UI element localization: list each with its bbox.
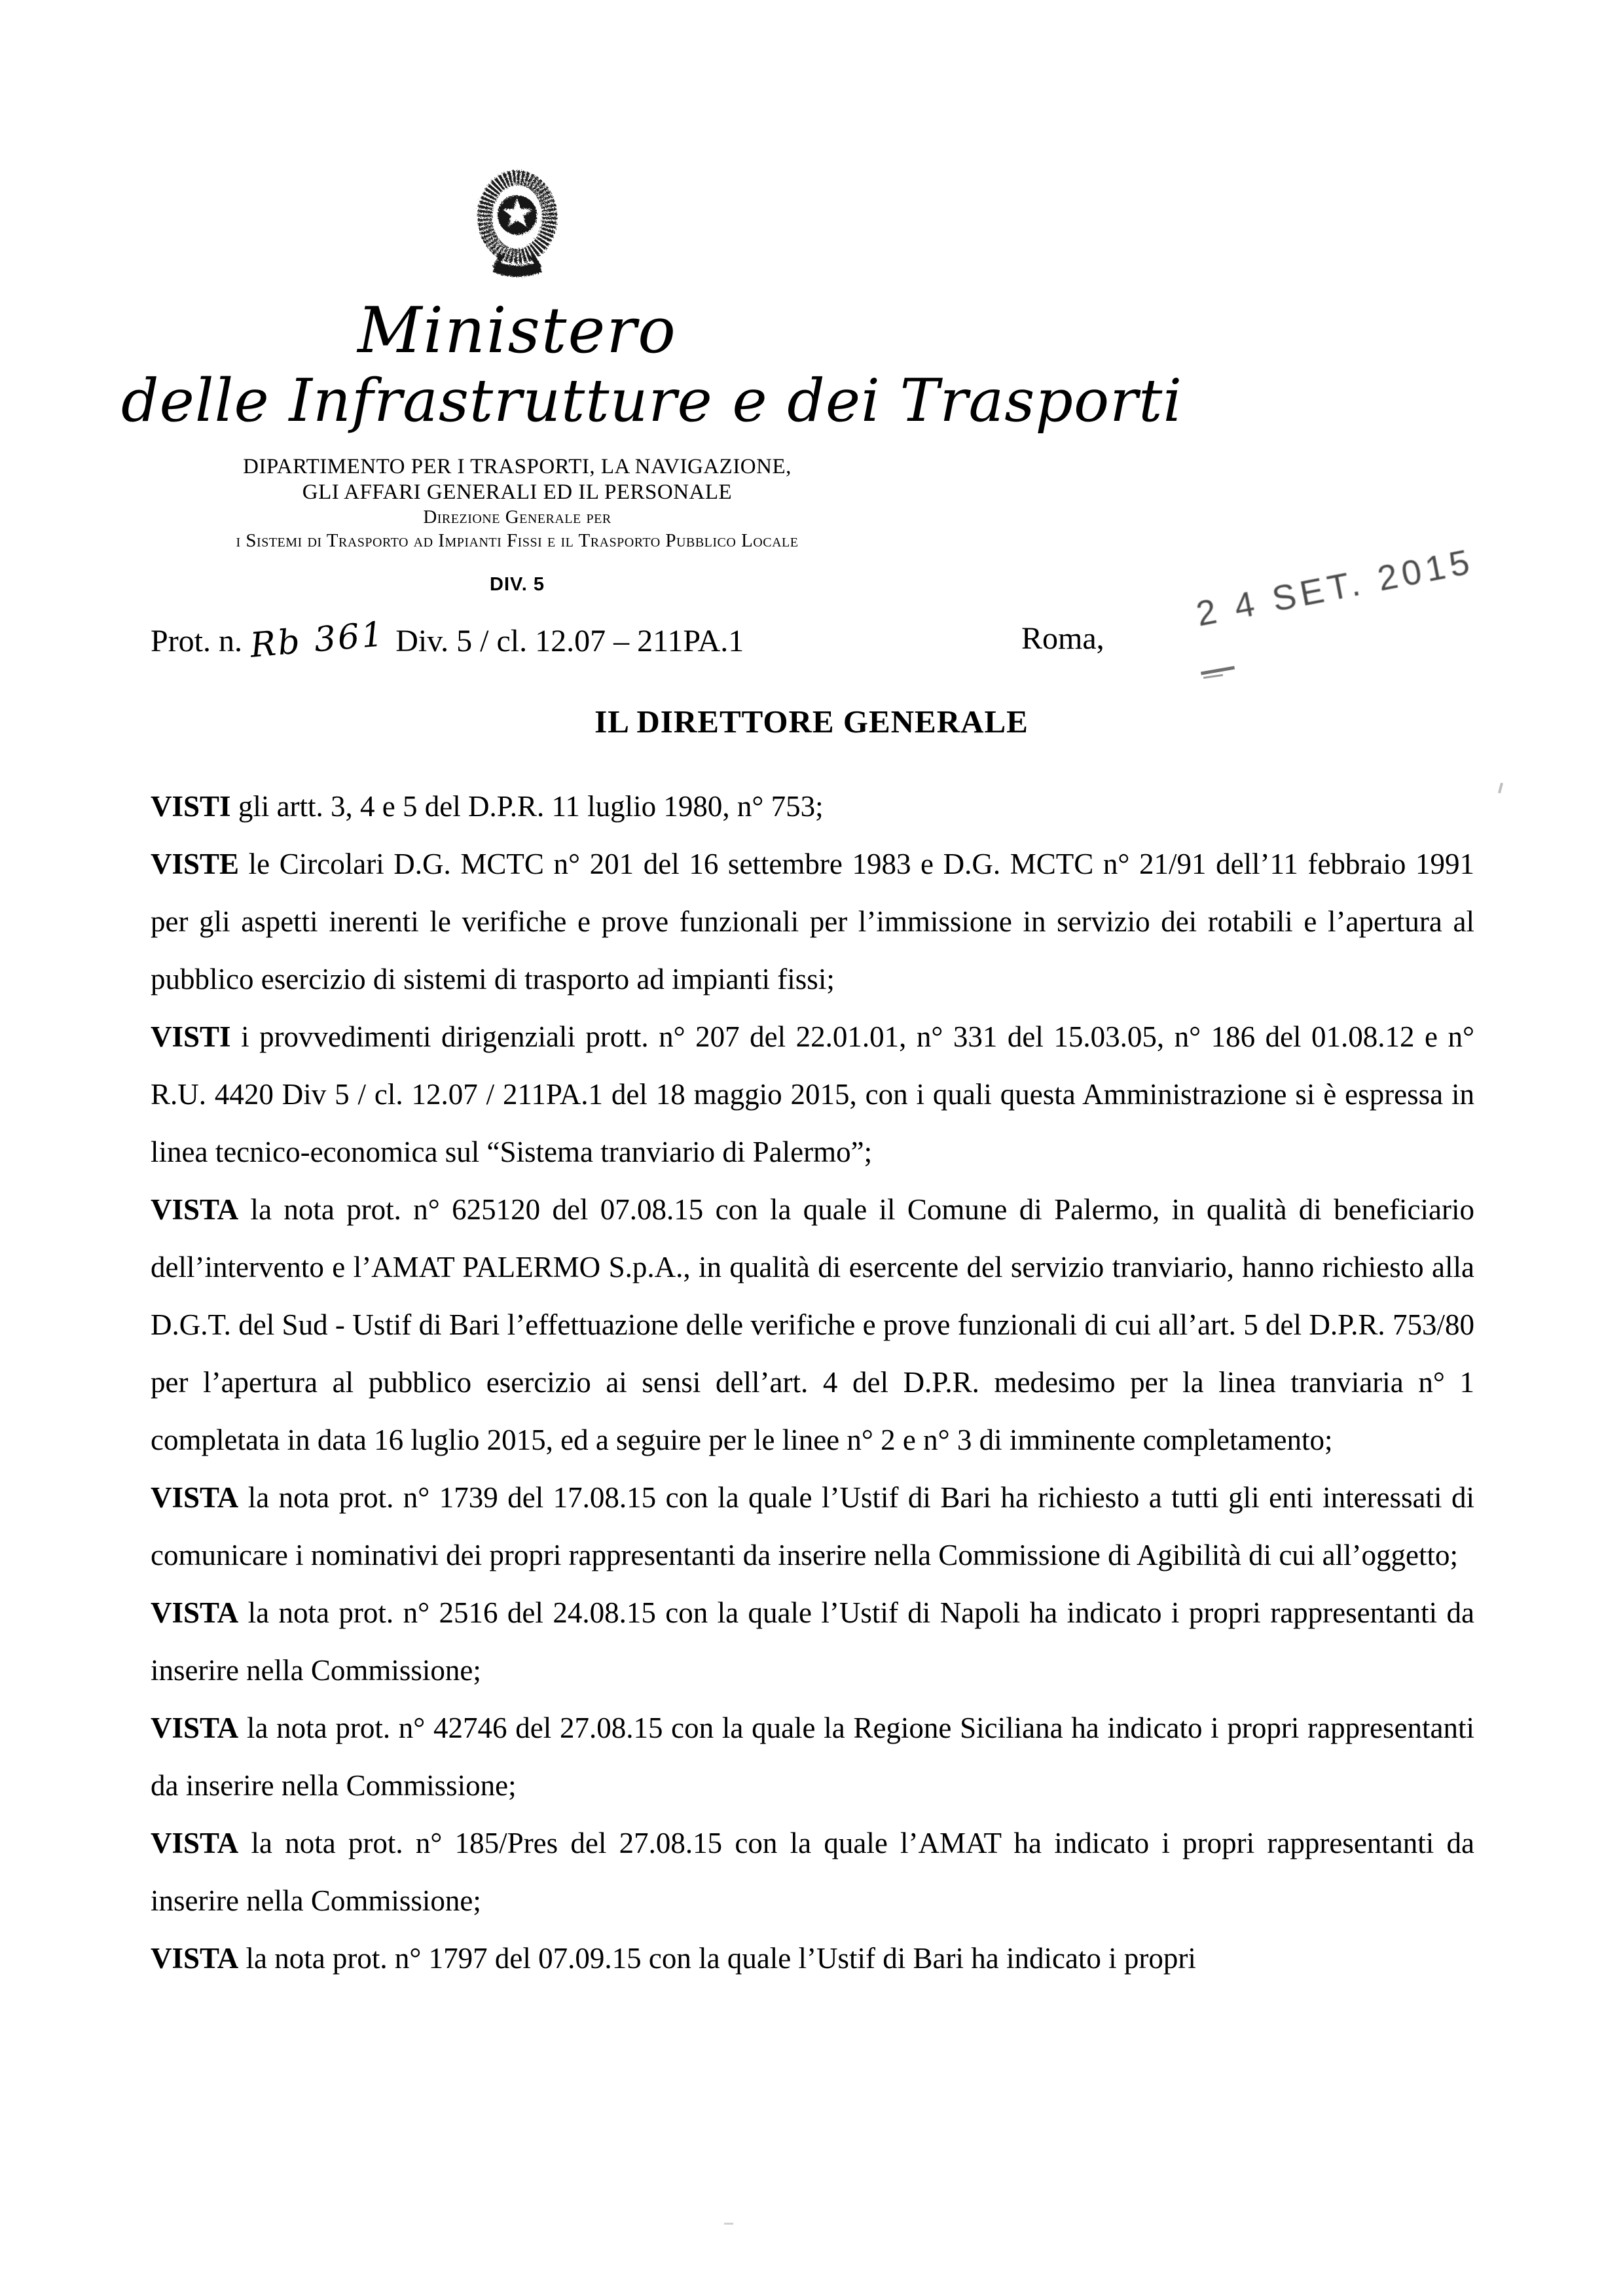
recital-text: gli artt. 3, 4 e 5 del D.P.R. 11 luglio 1980, n° 753; <box>230 790 824 823</box>
recital-paragraph <box>151 1584 1474 1699</box>
protocol-handwritten-number: Rb 361 <box>248 615 387 666</box>
recital-text: la nota prot. n° 1739 del 17.08.15 con la quale l’Ustif di Bari ha richiesto a tutti gli enti interessati di comunicare i nominativi dei propri rappresentanti da inserire nella Commissione di Agibilità di cui all’oggetto; <box>151 1481 1474 1571</box>
recital-paragraph <box>151 1699 1474 1814</box>
italy-coat-of-arms-emblem <box>467 169 567 283</box>
recital-keyword: VISTA <box>151 1596 239 1629</box>
recital-text: la nota prot. n° 1797 del 07.09.15 con la quale l’Ustif di Bari ha indicato i propri <box>238 1942 1196 1975</box>
date-stamp: 2 4 SET. 2015 <box>1193 541 1478 634</box>
scan-artifact <box>724 2223 733 2225</box>
recital-paragraph <box>151 1181 1474 1469</box>
protocol-line <box>151 615 744 666</box>
recital-text: la nota prot. n° 625120 del 07.08.15 con la quale il Comune di Palermo, in qualità di beneficiario dell’intervento e l’AMAT PALERMO S.p.A., in qualità di esercente del servizio tranviario, hanno richiesto alla D.G.T. del Sud - Ustif di Bari l’effettuazione delle verifiche e prove funzionali di cui all’art. 5 del D.P.R. 753/80 per l’apertura al pubblico esercizio ai sensi dell’art. 4 del D.P.R. medesimo per la linea tranviaria n° 1 completata in data 16 luglio 2015, ed a seguire per le linee n° 2 e n° 3 di imminente completamento; <box>151 1193 1474 1456</box>
recital-keyword: VISTE <box>151 848 240 880</box>
scan-artifact <box>1498 783 1503 793</box>
protocol-prefix: Prot. n. <box>151 624 243 658</box>
recital-keyword: VISTA <box>151 1942 239 1975</box>
stamp-scribble-mark-2 <box>1203 674 1223 679</box>
division-label: DIV. 5 <box>490 573 545 595</box>
recital-keyword: VISTA <box>151 1481 239 1514</box>
recital-text: i provvedimenti dirigenziali prott. n° 207 del 22.01.01, n° 331 del 15.03.05, n° 186 del 01.08.12 e n° R.U. 4420 Div 5 / cl. 12.07 / 211PA.1 del 18 maggio 2015, con i quali questa Amministrazione si è espressa in linea tecnico-economica sul “Sistema tranviario di Palermo”; <box>151 1020 1474 1168</box>
recital-paragraph <box>151 1814 1474 1929</box>
letterhead <box>121 169 1183 596</box>
department-block <box>121 454 913 552</box>
recital-text: la nota prot. n° 2516 del 24.08.15 con la quale l’Ustif di Napoli ha indicato i propri rappresentanti da inserire nella Commissione; <box>151 1596 1474 1687</box>
recital-keyword: VISTI <box>151 790 231 823</box>
recital-paragraph <box>151 1008 1474 1181</box>
recital-paragraph <box>151 1929 1474 1987</box>
document-title: IL DIRETTORE GENERALE <box>594 704 1029 740</box>
ministry-name-script-line1: Ministero <box>357 294 677 367</box>
recital-keyword: VISTA <box>151 1712 239 1744</box>
recital-paragraph <box>151 1469 1474 1584</box>
recital-text: le Circolari D.G. MCTC n° 201 del 16 settembre 1983 e D.G. MCTC n° 21/91 dell’11 febbraio 1991 per gli aspetti inerenti le verifiche e prove funzionali per l’immissione in servizio dei rotabili e l’apertura al pubblico esercizio di sistemi di trasporto ad impianti fissi; <box>151 848 1474 996</box>
recital-keyword: VISTA <box>151 1827 239 1859</box>
document-body <box>151 778 1474 1987</box>
place-label: Roma, <box>1021 621 1104 656</box>
recital-keyword: VISTI <box>151 1020 231 1053</box>
department-line-2: GLI AFFARI GENERALI ED IL PERSONALE <box>302 480 733 505</box>
department-line-4: i Sistemi di Trasporto ad Impianti Fissi e il Trasporto Pubblico Locale <box>236 530 799 552</box>
department-line-1: DIPARTIMENTO PER I TRASPORTI, LA NAVIGAZIONE, <box>243 455 792 479</box>
recital-keyword: VISTA <box>151 1193 239 1226</box>
protocol-classification: Div. 5 / cl. 12.07 – 211PA.1 <box>395 624 744 658</box>
ministry-name-script-line2: delle Infrastrutture e dei Trasporti <box>121 366 1183 435</box>
recital-paragraph <box>151 778 1474 835</box>
recital-text: la nota prot. n° 185/Pres del 27.08.15 con la quale l’AMAT ha indicato i propri rappresentanti da inserire nella Commissione; <box>151 1827 1474 1917</box>
department-line-3: Direzione Generale per <box>423 507 611 528</box>
recital-paragraph <box>151 835 1474 1008</box>
recital-text: la nota prot. n° 42746 del 27.08.15 con la quale la Regione Siciliana ha indicato i propri rappresentanti da inserire nella Commissione; <box>151 1712 1474 1802</box>
stamp-scribble-mark <box>1201 666 1235 675</box>
